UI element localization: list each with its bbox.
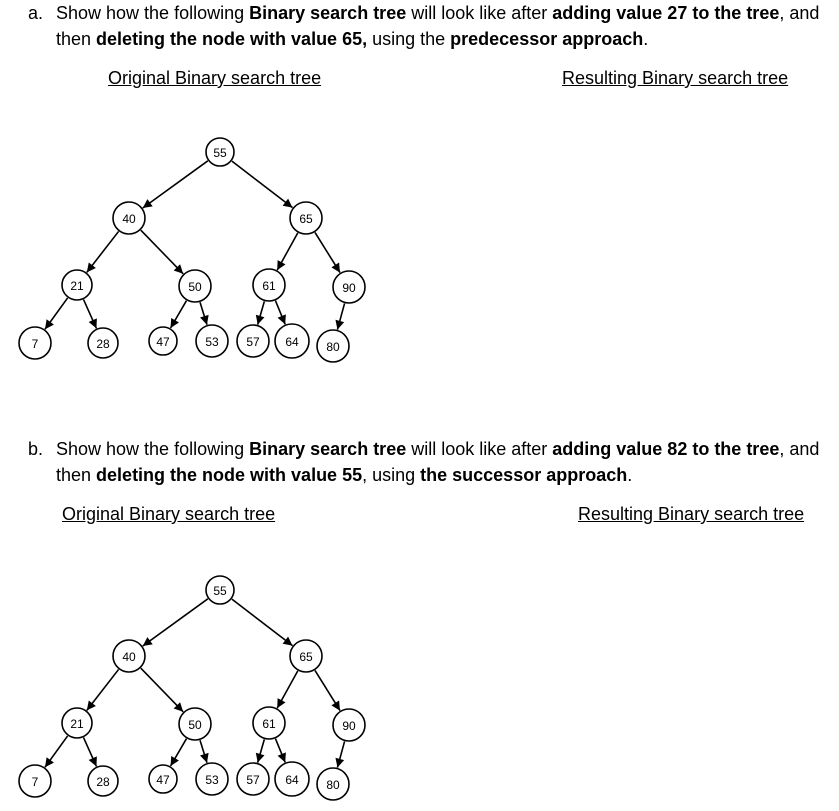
problem-b-line-1 [56, 439, 819, 460]
tree-edge [143, 599, 208, 646]
text-run: deleting the node with value 55 [96, 465, 363, 485]
text-run: Show how the following [56, 3, 250, 23]
text-run: deleting the node with value 65, [96, 29, 368, 49]
problem-a-line-1 [56, 3, 819, 24]
arrow-head [87, 262, 96, 272]
tree-edge [141, 668, 183, 712]
tree-node-55 [206, 576, 234, 604]
tree-edge [141, 230, 183, 274]
tree-node-7 [19, 327, 51, 359]
tree-node-61 [253, 707, 285, 739]
problem-a-marker: a. [28, 3, 44, 23]
text-run: , using [362, 465, 421, 485]
tree-node-40 [113, 202, 145, 234]
tree-node-53 [196, 325, 228, 357]
text-run: , and [779, 3, 820, 23]
tree-node-90 [333, 709, 365, 741]
problem-b-tree [0, 558, 420, 808]
arrow-head [256, 753, 265, 763]
node-value: 47 [156, 773, 170, 787]
node-value: 21 [70, 717, 84, 731]
node-value: 90 [342, 719, 356, 733]
node-value: 61 [262, 717, 276, 731]
tree-node-40 [113, 640, 145, 672]
text-run: , and [779, 439, 820, 459]
tree-node-90 [333, 271, 365, 303]
arrow-head [331, 263, 340, 273]
tree-node-55 [206, 138, 234, 166]
tree-node-50 [179, 270, 211, 302]
text-run: will look like after [406, 3, 553, 23]
text-run: adding value 27 to the tree [552, 3, 780, 23]
arrow-head [331, 701, 340, 711]
problem-b-result-heading: Resulting Binary search tree [578, 504, 805, 524]
text-run: . [643, 29, 649, 49]
tree-edge [232, 599, 293, 646]
tree-node-47 [149, 327, 177, 355]
tree-node-57 [237, 763, 269, 795]
problem-a-line-2 [56, 29, 648, 50]
node-value: 50 [188, 280, 202, 294]
arrow-head [143, 199, 153, 208]
arrow-head [143, 637, 153, 646]
node-value: 65 [299, 650, 313, 664]
node-value: 28 [96, 775, 110, 789]
node-value: 47 [156, 335, 170, 349]
problem-a-tree [0, 120, 420, 370]
tree-node-64 [275, 324, 309, 358]
tree-node-65 [290, 202, 322, 234]
node-value: 40 [122, 650, 136, 664]
tree-node-80 [317, 768, 349, 800]
node-value: 64 [285, 773, 299, 787]
node-value: 55 [213, 146, 227, 160]
node-value: 65 [299, 212, 313, 226]
problem-b-marker: b. [28, 439, 44, 459]
problem-b-line-2 [56, 465, 632, 486]
tree-node-21 [62, 708, 92, 738]
text-run: then [56, 29, 97, 49]
tree-node-7 [19, 765, 51, 797]
problem-b-original-heading: Original Binary search tree [62, 504, 276, 524]
tree-node-61 [253, 269, 285, 301]
node-value: 21 [70, 279, 84, 293]
tree-node-50 [179, 708, 211, 740]
node-value: 80 [326, 778, 340, 792]
node-value: 7 [31, 337, 39, 351]
node-value: 53 [205, 773, 219, 787]
node-value: 64 [285, 335, 299, 349]
tree-node-64 [275, 762, 309, 796]
text-run: will look like after [406, 439, 553, 459]
arrow-head [256, 315, 265, 325]
node-value: 61 [262, 279, 276, 293]
node-value: 53 [205, 335, 219, 349]
node-value: 55 [213, 584, 227, 598]
tree-node-53 [196, 763, 228, 795]
node-value: 57 [246, 335, 260, 349]
tree-node-65 [290, 640, 322, 672]
tree-node-28 [88, 328, 118, 358]
node-value: 80 [326, 340, 340, 354]
problem-a-original-heading: Original Binary search tree [108, 68, 322, 88]
problem-a-result-heading: Resulting Binary search tree [562, 68, 789, 88]
tree-node-57 [237, 325, 269, 357]
node-value: 40 [122, 212, 136, 226]
arrow-head [87, 700, 96, 710]
arrow-head [283, 199, 293, 208]
node-value: 7 [31, 775, 39, 789]
tree-edge [143, 161, 208, 208]
tree-node-28 [88, 766, 118, 796]
text-run: predecessor approach [450, 29, 644, 49]
node-value: 50 [188, 718, 202, 732]
arrow-head [283, 637, 293, 646]
tree-node-21 [62, 270, 92, 300]
text-run: using the [367, 29, 451, 49]
text-run: the successor approach [420, 465, 628, 485]
text-run: . [627, 465, 633, 485]
text-run: then [56, 465, 97, 485]
node-value: 57 [246, 773, 260, 787]
tree-node-80 [317, 330, 349, 362]
text-run: adding value 82 to the tree [552, 439, 780, 459]
arrow-head [335, 758, 344, 768]
arrow-head [45, 757, 54, 767]
node-value: 28 [96, 337, 110, 351]
text-run: Binary search tree [249, 3, 407, 23]
text-run: Binary search tree [249, 439, 407, 459]
text-run: Show how the following [56, 439, 250, 459]
arrow-head [45, 319, 54, 329]
arrow-head [335, 320, 344, 330]
node-value: 90 [342, 281, 356, 295]
tree-node-47 [149, 765, 177, 793]
tree-edge [232, 161, 293, 208]
